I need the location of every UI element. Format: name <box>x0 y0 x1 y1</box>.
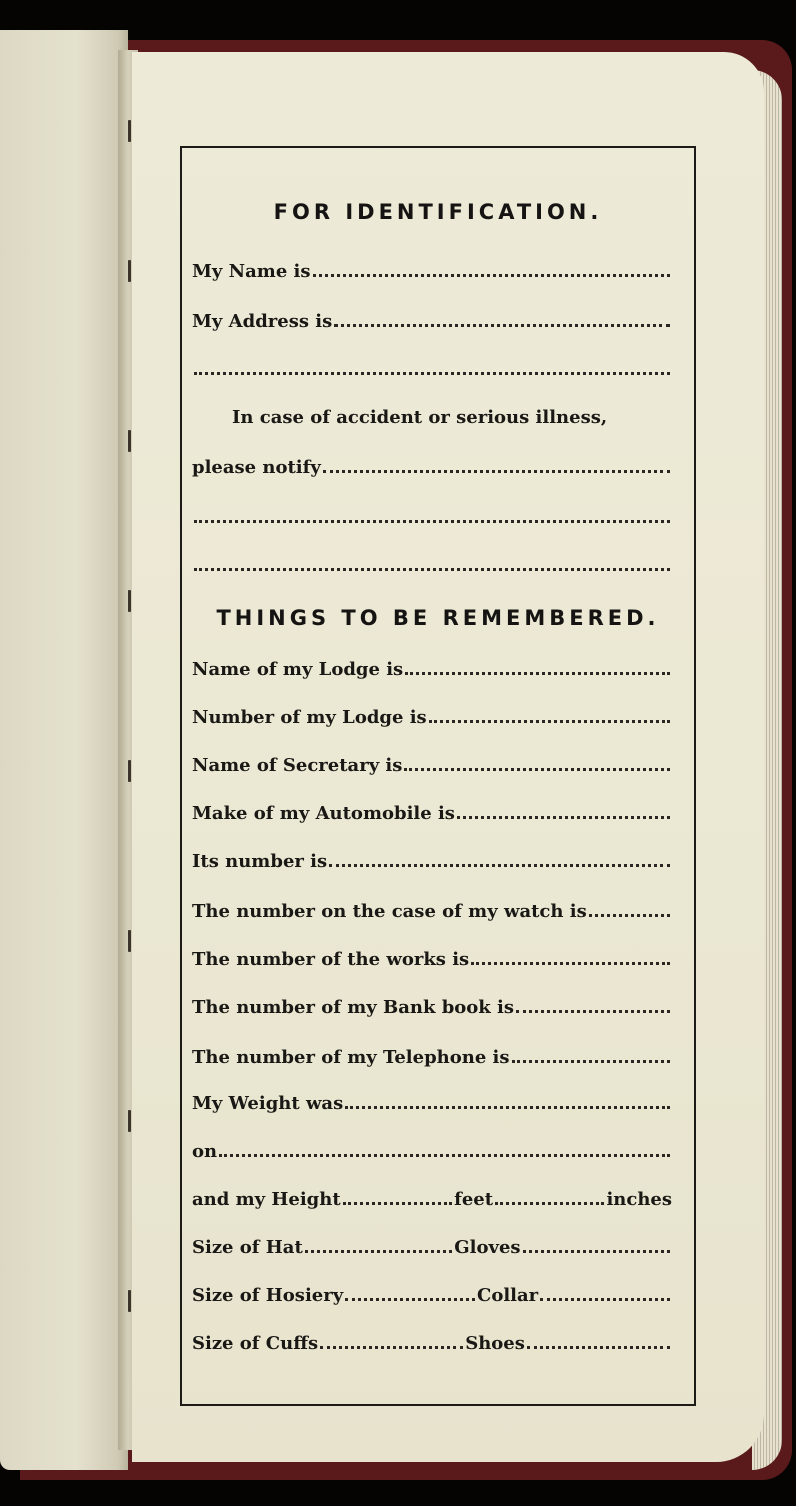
accident-line <box>192 402 672 428</box>
automobile-number-blank[interactable] <box>329 864 670 867</box>
right-page <box>132 52 764 1462</box>
notify-line <box>192 452 672 478</box>
bank-book-label: The number of my Bank book is <box>192 997 515 1018</box>
date-line <box>192 1136 672 1162</box>
notify-blank-2[interactable] <box>194 520 670 523</box>
watch-case-line <box>192 896 672 922</box>
height-label: and my Height <box>192 1189 341 1210</box>
cuffs-label: Size of Cuffs <box>192 1333 319 1354</box>
feet-label: feet <box>454 1189 494 1210</box>
watch-works-blank[interactable] <box>471 962 670 965</box>
height-line <box>192 1184 672 1210</box>
shoes-label: Shoes <box>465 1333 525 1354</box>
automobile-make-line <box>192 798 672 824</box>
name-label: My Name is <box>192 261 311 282</box>
address-blank-2[interactable] <box>194 372 670 375</box>
left-page <box>0 30 128 1470</box>
collar-label: Collar <box>477 1285 539 1306</box>
lodge-name-label: Name of my Lodge is <box>192 659 404 680</box>
identification-heading: FOR IDENTIFICATION. <box>273 200 603 224</box>
secretary-blank[interactable] <box>404 768 670 771</box>
hosiery-blank[interactable] <box>345 1298 475 1301</box>
binding-stitch <box>128 1110 131 1132</box>
lodge-number-blank[interactable] <box>429 720 670 723</box>
lodge-name-line <box>192 654 672 680</box>
remember-heading: THINGS TO BE REMEMBERED. <box>216 606 660 630</box>
date-blank[interactable] <box>219 1154 670 1157</box>
hat-blank[interactable] <box>305 1250 452 1253</box>
cuffs-shoes-line <box>192 1328 672 1354</box>
weight-label: My Weight was <box>192 1093 344 1114</box>
lodge-number-label: Number of my Lodge is <box>192 707 427 728</box>
automobile-number-label: Its number is <box>192 851 328 872</box>
bank-book-line <box>192 992 672 1018</box>
watch-case-label: The number on the case of my watch is <box>192 901 587 922</box>
telephone-line <box>192 1042 672 1068</box>
bank-book-blank[interactable] <box>516 1010 670 1013</box>
address-label: My Address is <box>192 311 333 332</box>
watch-works-line <box>192 944 672 970</box>
binding-stitch <box>128 430 131 452</box>
gloves-blank[interactable] <box>523 1250 670 1253</box>
weight-blank[interactable] <box>345 1106 670 1109</box>
hosiery-label: Size of Hosiery <box>192 1285 344 1306</box>
accident-text: In case of accident or serious illness, <box>232 407 608 428</box>
automobile-number-line <box>192 846 672 872</box>
on-label: on <box>192 1141 218 1162</box>
telephone-label: The number of my Telephone is <box>192 1047 510 1068</box>
address-line-2 <box>192 354 672 380</box>
hat-gloves-line <box>192 1232 672 1258</box>
automobile-make-blank[interactable] <box>457 816 670 819</box>
lodge-number-line <box>192 702 672 728</box>
binding-stitch <box>128 120 131 142</box>
watch-works-label: The number of the works is <box>192 949 470 970</box>
collar-blank[interactable] <box>540 1298 670 1301</box>
inches-label: inches <box>606 1189 673 1210</box>
height-feet-blank[interactable] <box>343 1202 452 1205</box>
binding-stitch <box>128 260 131 282</box>
address-blank[interactable] <box>334 324 670 327</box>
automobile-make-label: Make of my Automobile is <box>192 803 455 824</box>
hat-label: Size of Hat <box>192 1237 303 1258</box>
shoes-blank[interactable] <box>527 1346 670 1349</box>
binding-stitch <box>128 760 131 782</box>
address-line <box>192 306 672 332</box>
notify-blank[interactable] <box>323 470 670 473</box>
notify-label: please notify <box>192 457 321 478</box>
watch-case-blank[interactable] <box>589 914 670 917</box>
lodge-name-blank[interactable] <box>405 672 670 675</box>
telephone-blank[interactable] <box>512 1060 670 1063</box>
secretary-line <box>192 750 672 776</box>
binding-stitch <box>128 590 131 612</box>
hosiery-collar-line <box>192 1280 672 1306</box>
binding-stitch <box>128 1290 131 1312</box>
binding-stitch <box>128 930 131 952</box>
height-inches-blank[interactable] <box>495 1202 604 1205</box>
name-line <box>192 256 672 282</box>
form-frame <box>180 146 696 1406</box>
notify-blank-3[interactable] <box>194 568 670 571</box>
secretary-label: Name of Secretary is <box>192 755 403 776</box>
cuffs-blank[interactable] <box>320 1346 463 1349</box>
notify-line-2 <box>192 502 672 528</box>
gloves-label: Gloves <box>454 1237 521 1258</box>
name-blank[interactable] <box>313 274 670 277</box>
weight-line <box>192 1088 672 1114</box>
notify-line-3 <box>192 550 672 576</box>
